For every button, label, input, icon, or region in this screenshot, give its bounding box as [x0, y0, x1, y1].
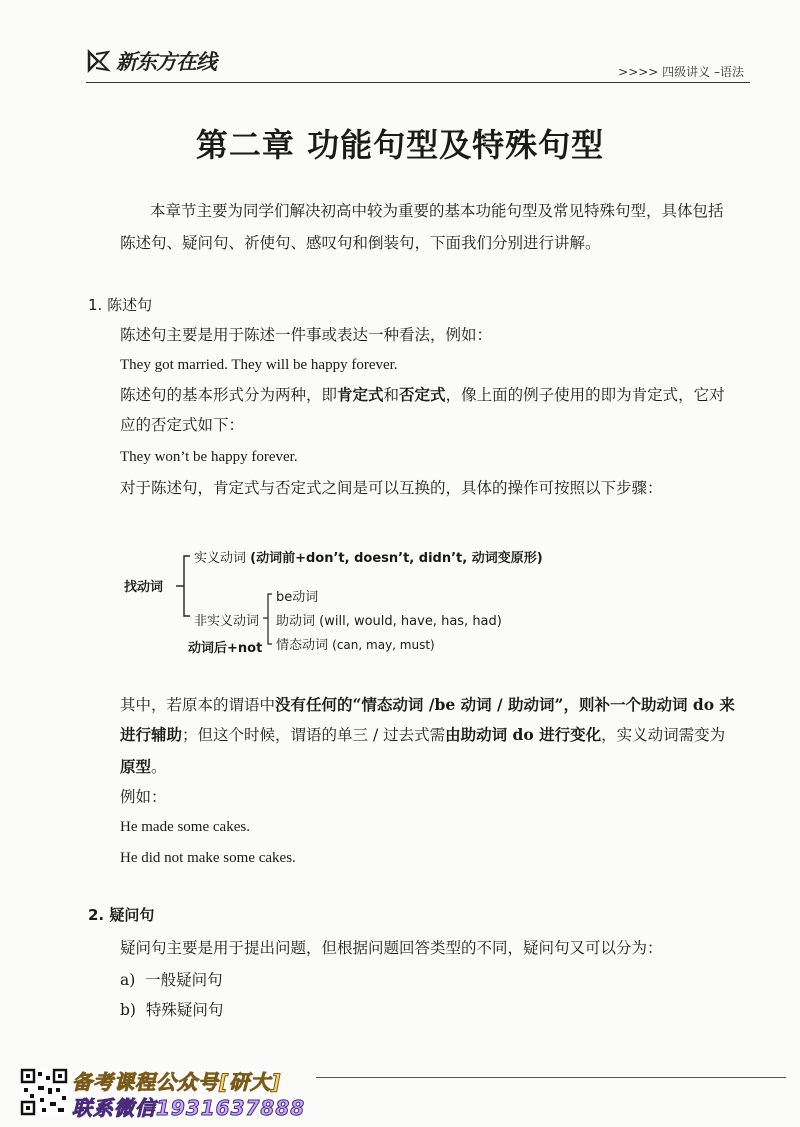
diagram-branch-2: 非实义动词 [194, 614, 260, 629]
diagram-branch-1 [194, 547, 543, 566]
text-run: ；但这个时候，谓语的单三 / 过去式需 [182, 726, 446, 744]
promo-banner-1: 备考课程公众号[研大] [72, 1070, 282, 1094]
text-run: 实义动词 [194, 551, 247, 566]
example-sentence-3: He made some cakes. [120, 819, 250, 835]
list-text: 特殊疑问句 [145, 1001, 224, 1019]
list-marker: a) [120, 971, 136, 989]
diagram-sub-1: be动词 [276, 590, 319, 605]
list-marker: b) [120, 1001, 136, 1019]
chapter-title: 第二章 功能句型及特殊句型 [195, 126, 605, 164]
diagram-sub-3 [276, 634, 435, 653]
example-sentence-4: He did not make some cakes. [120, 850, 296, 866]
section-1-paragraph-2-cont: 应的否定式如下： [120, 416, 245, 434]
footer-divider [316, 1077, 786, 1078]
section-1-paragraph-2 [120, 380, 725, 410]
header-divider [86, 82, 750, 83]
section-2-heading: 2. 疑问句 [88, 906, 155, 924]
text-run: ，像上面的例子使用的即为肯定式，它对 [445, 386, 725, 404]
example-sentence-1: They got married. They will be happy forever. [120, 357, 398, 373]
bold-text: 原型 [120, 757, 152, 776]
text-run: (can, may, must) [332, 638, 435, 652]
bold-text: 没有任何的“情态动词 /be 动词 / 助动词”，则补一个助动词 do 来 [275, 695, 735, 714]
bold-affirmative: 肯定式 [337, 385, 384, 404]
text-run: 情态动词 [276, 638, 329, 653]
section-2-paragraph-1: 疑问句主要是用于提出问题，但根据问题回答类型的不同，疑问句又可以分为： [120, 939, 663, 957]
text-run: 其中，若原本的谓语中 [120, 696, 276, 714]
explanation-line-2 [120, 720, 725, 750]
intro-line-1: 本章节主要为同学们解决初高中较为重要的基本功能句型及常见特殊句型，具体包括 [150, 202, 724, 220]
text-run: 陈述句的基本形式分为两种，即 [120, 386, 338, 404]
text-run: (动词前+don’t, doesn’t, didn’t, 动词变原形) [250, 551, 543, 566]
list-item [120, 995, 223, 1025]
text-run: 助动词 [276, 614, 316, 629]
text-run: 和 [383, 386, 400, 404]
section-1-paragraph-1: 陈述句主要是用于陈述一件事或表达一种看法，例如： [120, 326, 493, 344]
list-item [120, 965, 223, 995]
bold-text: 进行辅助 [120, 725, 183, 744]
list-text: 一般疑问句 [145, 971, 223, 989]
explanation-line-1 [120, 690, 735, 720]
qr-code-icon [20, 1068, 68, 1116]
section-1-heading: 1. 陈述句 [88, 296, 153, 314]
header-breadcrumb: >>>> 四级讲义 –语法 [618, 65, 744, 79]
text-run: 。 [151, 758, 167, 776]
bold-negative: 否定式 [399, 385, 446, 404]
text-run: ，实义动词需变为 [601, 726, 726, 744]
text-run: (will, would, have, has, had) [319, 614, 502, 629]
diagram-branch-2-note: 动词后+not [188, 641, 263, 656]
diagram-sub-2 [276, 610, 502, 629]
promo-banner-2: 联系微信1931637888 [72, 1096, 306, 1120]
section-1-paragraph-3: 对于陈述句，肯定式与否定式之间是可以互换的，具体的操作可按照以下步骤： [120, 479, 663, 497]
diagram-root: 找动词 [124, 580, 164, 595]
example-label: 例如： [120, 788, 167, 806]
bold-text: 由助动词 do 进行变化 [445, 725, 602, 744]
logo [86, 46, 216, 76]
logo-mark-icon [86, 48, 112, 74]
example-sentence-2: They won’t be happy forever. [120, 449, 298, 465]
intro-line-2: 陈述句、疑问句、祈使句、感叹句和倒装句，下面我们分别进行讲解。 [120, 234, 601, 252]
logo-text: 新东方在线 [116, 50, 216, 74]
explanation-line-3 [120, 752, 167, 782]
